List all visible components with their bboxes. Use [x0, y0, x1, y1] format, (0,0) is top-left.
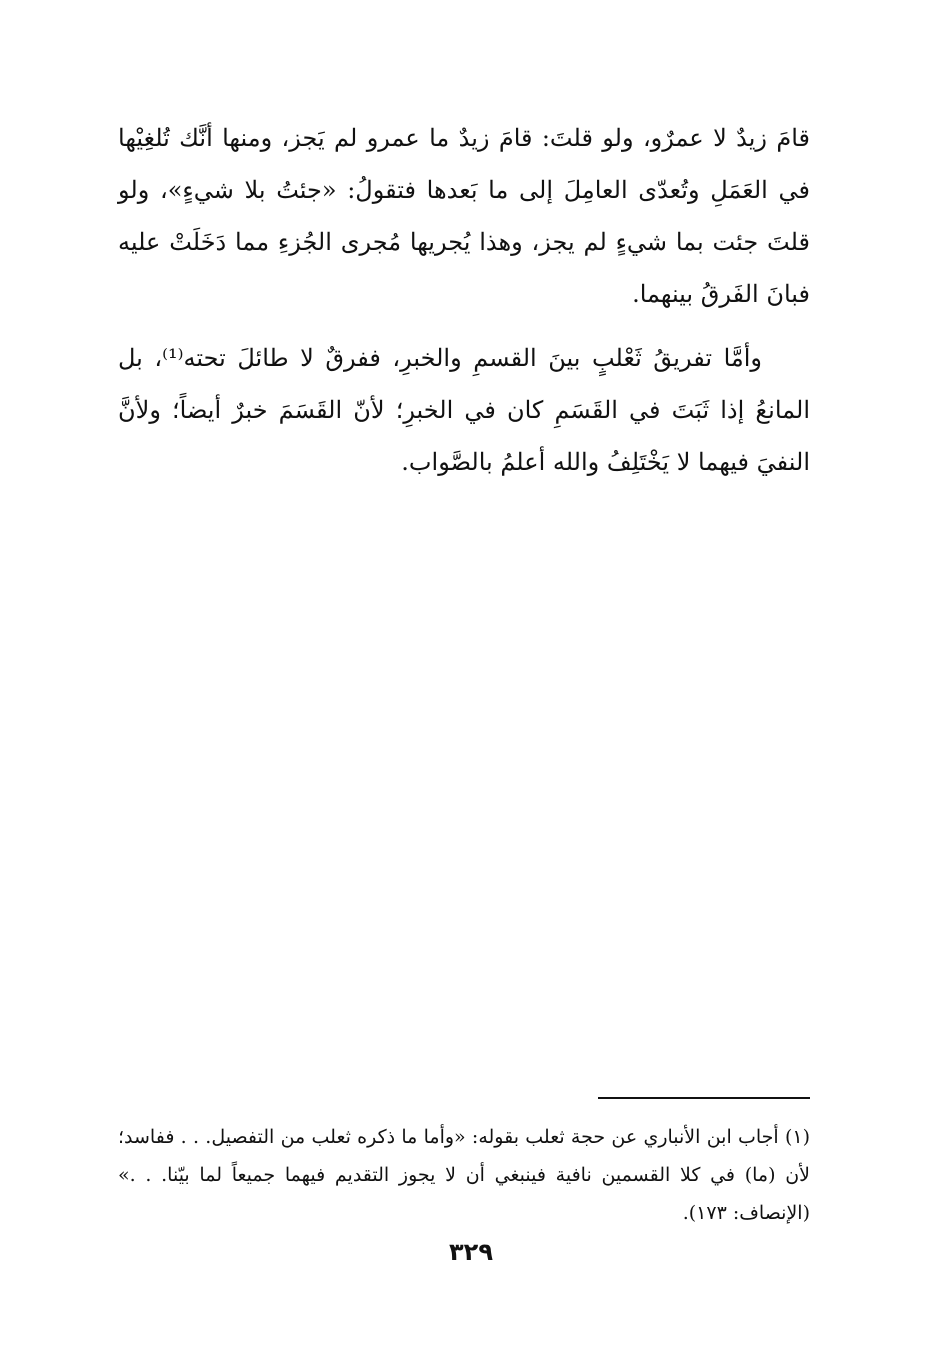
page-number: ٣٢٩	[449, 1238, 493, 1266]
footnote-separator	[598, 1097, 810, 1099]
paragraph-2: وأمَّا تفريقُ ثَعْلبٍ بينَ القسمِ والخبرِ، ففرقٌ لا طائلَ تحته⁽¹⁾، بل المانعُ إذا ثَبَتَ في القَسَمِ كان في الخبرِ؛ لأنّ القَسَمَ خبرٌ أيضاً؛ ولأنَّ النفيَ فيهما لا يَخْتَلِفُ والله أعلمُ بالصَّواب.	[118, 344, 810, 476]
main-text	[118, 112, 810, 500]
footnote-1: (١) أجاب ابن الأنباري عن حجة ثعلب بقوله: «وأما ما ذكره ثعلب من التفصيل. . . ففاسد؛ لأن (ما) في كلا القسمين نافية فينبغي أن لا يجوز التقديم فيهما جميعاً لما بيّنا. . .» (الإنصاف: ١٧٣).	[118, 1126, 810, 1224]
footnotes	[118, 1118, 810, 1232]
paragraph-1: قامَ زيدٌ لا عمرٌو، ولو قلتَ: قامَ زيدٌ ما عمرو لم يَجز، ومنها أنَّك تُلغِيْها في العَمَلِ وتُعدّى العامِلَ إلى ما بَعدها فتقولُ: «جئتُ بلا شيءٍ»، ولو قلتَ جئت بما شيءٍ لم يجز، وهذا يُجريها مُجرى الجُزءِ مما دَخَلَتْ عليه فبانَ الفَرقُ بينهما.	[118, 124, 810, 308]
